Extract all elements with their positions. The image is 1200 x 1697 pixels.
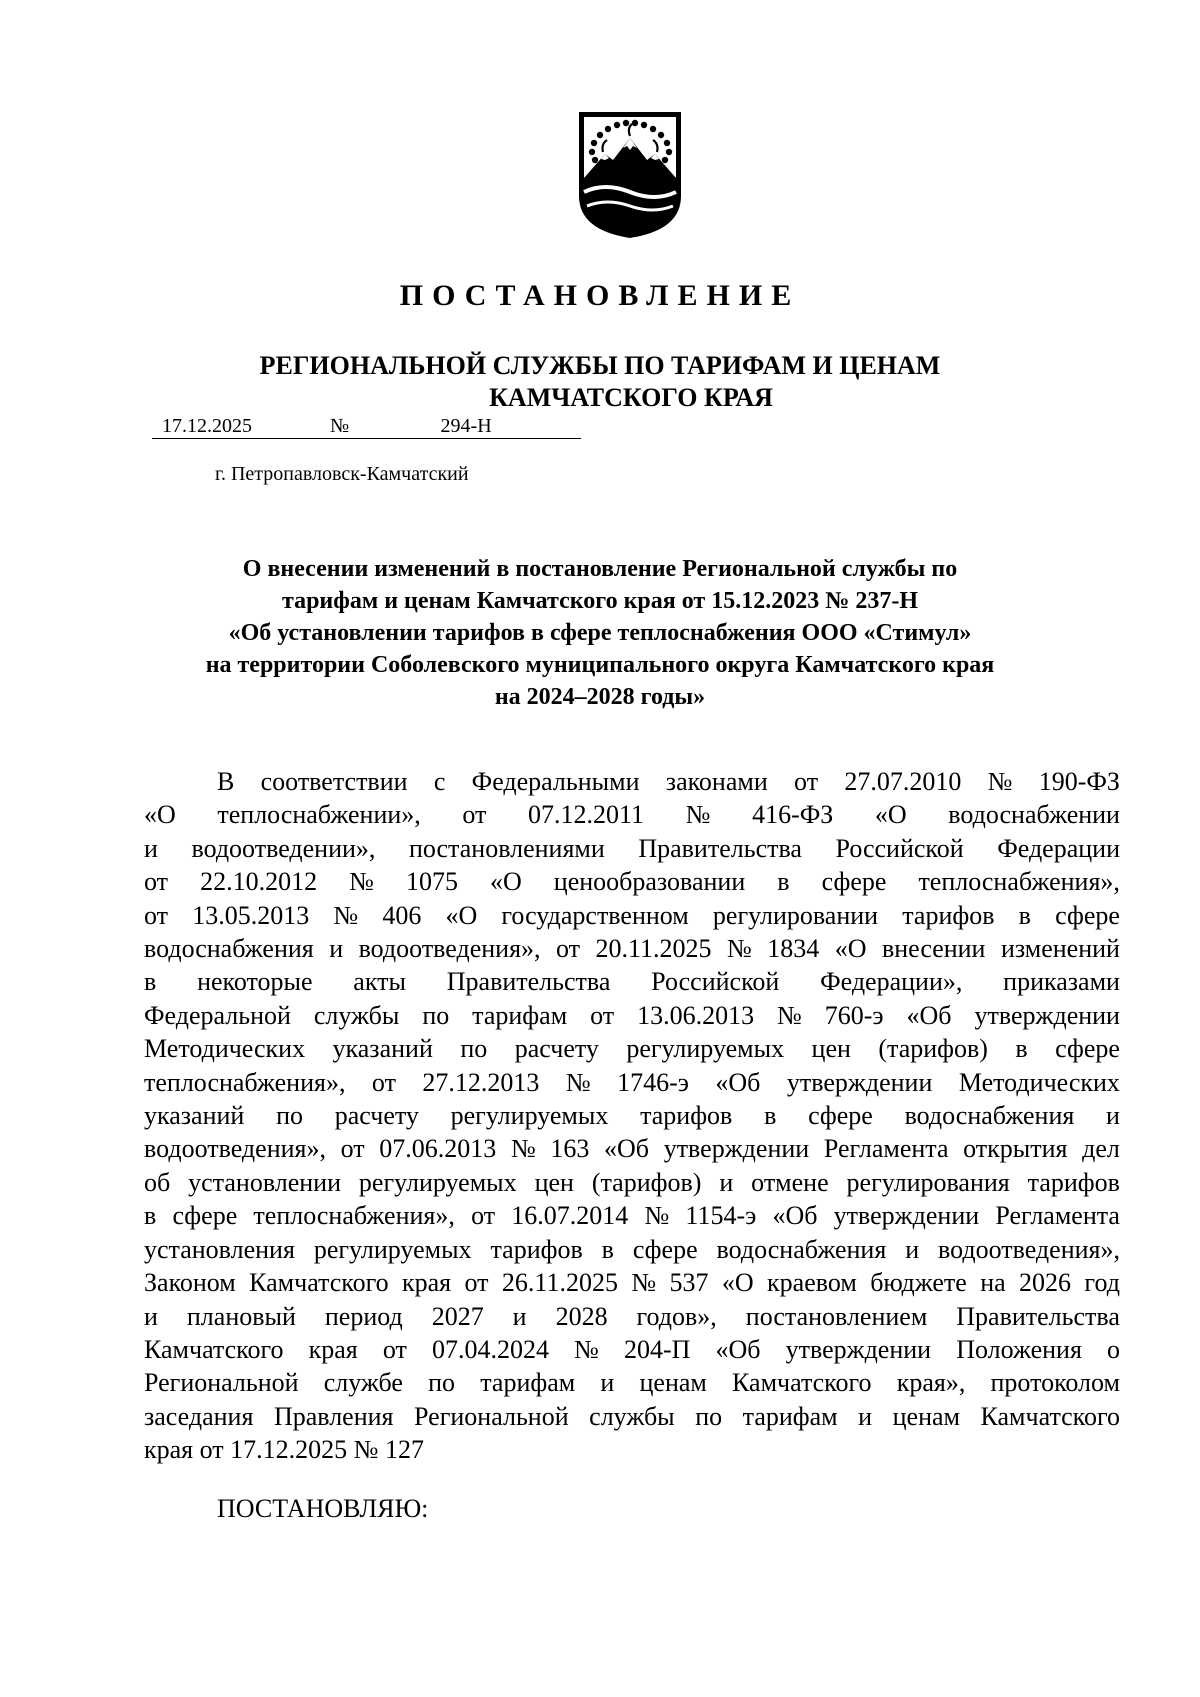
word: В (217, 767, 235, 796)
word: Правления (273, 1401, 394, 1431)
word: регулирования (846, 1167, 1010, 1197)
word: «Об (772, 1201, 818, 1231)
word: в (144, 1201, 157, 1231)
word: «Об (715, 1067, 761, 1097)
preamble-line (144, 1199, 1120, 1232)
word: открытия (963, 1134, 1068, 1164)
word: постановлениями (408, 833, 605, 863)
preamble-line (144, 1032, 1120, 1065)
word: регулировании (712, 900, 879, 930)
word: протоколом (990, 1368, 1120, 1398)
word: 760-э (824, 1000, 884, 1030)
word: тарифам (742, 1401, 838, 1431)
word: по (460, 1034, 488, 1064)
preamble-line (144, 965, 1120, 998)
word: тарифам (480, 1368, 576, 1398)
document-date: 17.12.2025 (152, 414, 328, 439)
word: теплоснабжения», (253, 1201, 455, 1231)
word: края», (896, 1368, 966, 1398)
word: законами (665, 767, 768, 796)
word: от (144, 867, 169, 897)
word: Камчатского (249, 1268, 389, 1298)
word: № (510, 1134, 536, 1164)
word: Законом (144, 1268, 236, 1298)
word: Камчатского (144, 1334, 284, 1364)
word: 13.06.2013 (637, 1000, 755, 1030)
word: бюджете (870, 1268, 967, 1298)
word: (тарифов) (591, 1167, 702, 1197)
word: и (144, 1301, 158, 1331)
word: от (340, 1134, 365, 1164)
word: «О (721, 1268, 754, 1298)
word: некоторые (197, 967, 313, 997)
word: регулируемых (358, 1167, 517, 1197)
subject-line: О внесении изменений в постановление Региональной службы по (242, 556, 958, 582)
word: 2028 (555, 1301, 608, 1331)
word: водоснабжения (904, 1101, 1075, 1131)
subject-line: на 2024–2028 годы» (494, 684, 706, 710)
preamble-line (144, 1366, 1120, 1399)
word: 537 (669, 1268, 709, 1298)
word: Российской (835, 833, 964, 863)
word: «О (489, 867, 522, 897)
word: и (144, 833, 158, 863)
word: по (428, 1368, 456, 1398)
word: тарифов (490, 1234, 583, 1264)
word: регулируемых (313, 1234, 472, 1264)
word: 190-ФЗ (1038, 767, 1120, 796)
preamble-line (144, 899, 1120, 932)
word: в (777, 867, 790, 897)
word: № (631, 1268, 657, 1298)
word: цен (811, 1034, 851, 1064)
word: 2026 (1019, 1268, 1072, 1298)
document-number: 294-Н (351, 414, 581, 439)
word: водоотведении», (191, 833, 376, 863)
word: теплоснабжении», (217, 800, 421, 830)
word: края (401, 1268, 452, 1298)
word: в (1018, 900, 1031, 930)
word: сфере (1055, 1034, 1120, 1064)
word: от (471, 1201, 496, 1231)
word: дел (1082, 1134, 1120, 1164)
word: указаний (144, 1101, 245, 1131)
word: 1075 (405, 867, 458, 897)
word: от (556, 934, 581, 964)
word: расчету (334, 1101, 419, 1131)
word: утверждении (663, 1134, 810, 1164)
word: № (574, 1334, 599, 1364)
preamble-line (144, 1066, 1120, 1099)
word: Регламента (995, 1201, 1120, 1231)
word: теплоснабжения», (144, 1067, 346, 1097)
preamble-line (144, 1132, 1120, 1165)
document-type-title: ПОСТАНОВЛЕНИЕ (399, 279, 801, 312)
word: 1834 (767, 934, 820, 964)
word: тарифов (902, 900, 995, 930)
word: в (144, 967, 157, 997)
word: о (1107, 1334, 1120, 1364)
word: № (685, 800, 711, 830)
word: и (600, 1368, 615, 1398)
word: и (329, 934, 344, 964)
word: Федеральной (144, 1000, 291, 1030)
word: утверждении (786, 1067, 933, 1097)
word: водоотведения», (144, 1134, 326, 1164)
word: от (464, 1268, 489, 1298)
word: краевом (767, 1268, 857, 1298)
word: 13.05.2013 (192, 900, 310, 930)
word: и (858, 1401, 873, 1431)
word: края (308, 1334, 358, 1364)
word: постановлением (745, 1301, 928, 1331)
word: на (980, 1268, 1006, 1298)
word: по (276, 1101, 303, 1131)
word: регулируемых (450, 1101, 609, 1131)
word: 27.12.2013 (422, 1067, 540, 1097)
preamble-line: края от 17.12.2025 № 127 (144, 1435, 424, 1465)
word: и (719, 1167, 734, 1197)
authority-line-1: РЕГИОНАЛЬНОЙ СЛУЖБЫ ПО ТАРИФАМ И ЦЕНАМ (259, 351, 941, 380)
preamble-line (144, 765, 1120, 798)
subject-line: тарифам и ценам Камчатского края от 15.12.2023 № 237-Н (282, 588, 918, 614)
word: 26.11.2025 (501, 1268, 618, 1298)
word: ценам (639, 1368, 707, 1398)
word: 2027 (431, 1301, 484, 1331)
preamble-paragraph (144, 765, 1120, 1467)
word: № (987, 767, 1013, 796)
word: цен (534, 1167, 574, 1197)
word: тарифов (640, 1101, 733, 1131)
word: с (433, 767, 446, 796)
word: 406 (382, 900, 422, 930)
word: Камчатского (980, 1401, 1120, 1431)
word: службы (589, 1401, 675, 1431)
word: 416-ФЗ (752, 800, 834, 830)
word: Федеральными (471, 767, 640, 796)
kamchatka-coat-of-arms-icon (575, 108, 685, 241)
word: Российской (651, 967, 780, 997)
preamble-line (144, 1300, 1120, 1333)
word: и (905, 1234, 920, 1264)
word: регулируемых (626, 1034, 785, 1064)
word: от (382, 1334, 407, 1364)
word: сфере (1055, 900, 1120, 930)
word: водоотведения», (938, 1234, 1120, 1264)
document-subject (0, 553, 1200, 713)
word: Правительства (446, 967, 611, 997)
word: Регламента (823, 1134, 949, 1164)
word: утверждении (833, 1201, 980, 1231)
authority-line-2: КАМЧАТСКОГО КРАЯ (489, 383, 773, 412)
word: год (1084, 1268, 1120, 1298)
word: Положения (956, 1334, 1082, 1364)
word: отмене (751, 1167, 829, 1197)
word: годов», (636, 1301, 717, 1331)
date-number-line (152, 414, 581, 439)
word: Федерации», (820, 967, 963, 997)
word: № (565, 1067, 591, 1097)
word: службы (313, 1000, 400, 1030)
word: тарифам (472, 1000, 568, 1030)
word: установления (144, 1234, 295, 1264)
word: Правительства (638, 833, 802, 863)
word: 27.07.2010 (844, 767, 962, 796)
word: 07.12.2011 (528, 800, 645, 830)
word: сфере (821, 867, 887, 897)
word: № (777, 1000, 802, 1030)
preamble-line (144, 1400, 1120, 1433)
word: водоснабжения (716, 1234, 887, 1264)
preamble-line (144, 1099, 1120, 1132)
number-sign: № (330, 415, 350, 437)
word: 16.07.2014 (511, 1201, 629, 1231)
word: приказами (1003, 967, 1120, 997)
word: государственном (501, 900, 689, 930)
word: внесении (881, 934, 986, 964)
word: «Об (604, 1134, 650, 1164)
word: № (349, 867, 374, 897)
word: по (695, 1401, 723, 1431)
word: акты (353, 967, 406, 997)
word: сфере (172, 1201, 238, 1231)
word: Камчатского (732, 1368, 872, 1398)
word: сфере (808, 1101, 873, 1131)
word: об (144, 1167, 171, 1197)
issuing-authority (0, 350, 1200, 414)
word: «О (834, 934, 867, 964)
word: 07.06.2013 (379, 1134, 497, 1164)
preamble-line (144, 1266, 1120, 1299)
preamble-line (144, 999, 1120, 1032)
word: 1154-э (685, 1201, 757, 1231)
word: Правительства (956, 1301, 1120, 1331)
word: «Об (906, 1000, 952, 1030)
word: заседания (144, 1401, 254, 1431)
word: «О (874, 800, 907, 830)
word: водоотведения», (358, 934, 541, 964)
word: (тарифов) (878, 1034, 988, 1064)
word: по (422, 1000, 450, 1030)
word: в (1015, 1034, 1028, 1064)
word: утверждении (974, 1000, 1120, 1030)
word: Региональной (414, 1401, 569, 1431)
word: «О (445, 900, 478, 930)
word: и (1106, 1101, 1120, 1131)
word: 20.11.2025 (595, 934, 712, 964)
word: 07.04.2024 (431, 1334, 549, 1364)
preamble-line (144, 865, 1120, 898)
word: ценообразовании (553, 867, 746, 897)
subject-line: на территории Соболевского муниципального округа Камчатского края (205, 652, 995, 678)
word: от (371, 1067, 396, 1097)
word: плановый (186, 1301, 296, 1331)
word: 163 (550, 1134, 590, 1164)
word: от (462, 800, 487, 830)
word: службе (323, 1368, 403, 1398)
word: № (644, 1201, 670, 1231)
decree-word: ПОСТАНОВЛЯЮ: (217, 1494, 429, 1523)
word: в (601, 1234, 614, 1264)
word: № (333, 900, 359, 930)
word: тарифов (1027, 1167, 1120, 1197)
preamble-line (144, 1233, 1120, 1266)
word: изменений (1000, 934, 1120, 964)
word: № (727, 934, 752, 964)
preamble-line (144, 932, 1120, 965)
preamble-line (144, 1333, 1120, 1366)
word: водоснабжении (948, 800, 1120, 830)
word: 1746-э (617, 1067, 689, 1097)
preamble-line (144, 832, 1120, 865)
word: период (324, 1301, 403, 1331)
word: указаний (332, 1034, 433, 1064)
preamble-line (144, 798, 1120, 831)
word: установлении (188, 1167, 342, 1197)
word: от (590, 1000, 615, 1030)
word: соответствии (260, 767, 408, 796)
word: от (144, 900, 169, 930)
word: водоснабжения (144, 934, 314, 964)
word: 204-П (623, 1334, 691, 1364)
word: Федерации (997, 833, 1120, 863)
preamble-line (144, 1166, 1120, 1199)
word: в (764, 1101, 777, 1131)
word: ценам (892, 1401, 960, 1431)
subject-line: «Об установлении тарифов в сфере теплоснабжения ООО «Стимул» (228, 620, 972, 646)
word: «Об (715, 1334, 761, 1364)
word: сфере (632, 1234, 698, 1264)
word: теплоснабжения», (918, 867, 1120, 897)
word: 22.10.2012 (200, 867, 318, 897)
word: от (794, 767, 819, 796)
word: Методических (958, 1067, 1120, 1097)
word: утверждении (785, 1334, 932, 1364)
word: и (512, 1301, 527, 1331)
word: Региональной (144, 1368, 299, 1398)
word: «О (144, 800, 176, 830)
city-name: г. Петропавловск-Камчатский (215, 463, 469, 485)
word: Методических (144, 1034, 306, 1064)
word: расчету (514, 1034, 599, 1064)
